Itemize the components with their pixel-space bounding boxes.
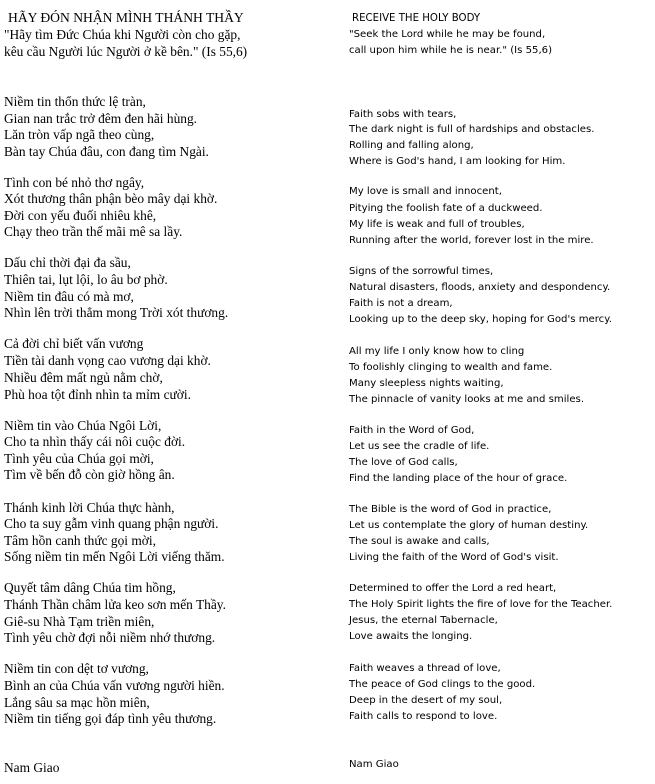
verse-line: Quyết tâm dâng Chúa tim hồng,: [4, 580, 176, 595]
epigraph-line: kêu cầu Người lúc Người ở kề bên." (Is 55,6): [4, 44, 248, 59]
verse-line: Giê-su Nhà Tạm triền miên,: [4, 614, 155, 629]
verse-line: Running after the world, forever lost in the mire.: [349, 235, 594, 246]
verse-line: Determined to offer the Lord a red heart,: [349, 583, 557, 594]
verse-line: My love is small and innocent,: [349, 186, 502, 197]
verse-line: Xót thương thân phận bèo mây dại khờ.: [4, 191, 218, 206]
verse-line: Lăn tròn vấp ngã theo cùng,: [4, 127, 155, 142]
verse-line: Bàn tay Chúa đâu, con đang tìm Ngài.: [4, 144, 209, 159]
verse-line: The peace of God clings to the good.: [349, 679, 536, 690]
verse-line: Niềm tin tiếng gọi đáp tình yêu thương.: [4, 711, 217, 726]
verse-line: Gian nan trắc trở đêm đen hãi hùng.: [4, 111, 198, 126]
verse-line: The Holy Spirit lights the fire of love for the Teacher.: [349, 599, 613, 610]
verse-line: Faith is not a dream,: [349, 298, 453, 309]
verse-line: The soul is awake and calls,: [349, 536, 490, 547]
verse-line: The pinnacle of vanity looks at me and smiles.: [349, 394, 585, 405]
verse-line: Dấu chỉ thời đại đa sầu,: [4, 255, 131, 270]
verse-line: Tìm về bến đỗ còn giờ hồng ân.: [4, 467, 175, 482]
epigraph-line: call upon him while he is near." (Is 55,6): [349, 45, 553, 56]
verse-line: Thiên tai, lụt lội, lo âu bơ phờ.: [4, 272, 168, 287]
verse-line: Bình an của Chúa vấn vương người hiền.: [4, 678, 225, 693]
verse-line: Chạy theo trần thế mãi mê sa lầy.: [4, 224, 183, 239]
verse-line: Tình yêu chờ đợi nỗi niềm nhớ thương.: [4, 630, 216, 645]
verse-line: All my life I only know how to cling: [349, 346, 525, 357]
verse-line: Pitying the foolish fate of a duckweed.: [349, 203, 543, 214]
verse-line: Nhìn lên trời thẳm mong Trời xót thương.: [4, 305, 229, 320]
verse-line: Faith weaves a thread of love,: [349, 663, 501, 674]
verse-line: Rolling and falling along,: [349, 140, 474, 151]
verse-line: Cho ta nhìn thấy cái nôi cuộc đời.: [4, 434, 186, 449]
verse-line: Looking up to the deep sky, hoping for God's mercy.: [349, 314, 612, 325]
verse-line: Love awaits the longing.: [349, 631, 473, 642]
verse-line: Living the faith of the Word of God's visit.: [349, 552, 559, 563]
verse-line: The love of God calls,: [349, 457, 458, 468]
verse-line: My life is weak and full of troubles,: [349, 219, 525, 230]
epigraph-line: "Seek the Lord while he may be found,: [349, 29, 546, 40]
verse-line: Sống niềm tin mến Ngôi Lời viếng thăm.: [4, 549, 225, 564]
verse-line: Tâm hồn canh thức gọi mời,: [4, 533, 156, 548]
verse-line: Where is God's hand, I am looking for Him.: [349, 156, 566, 167]
verse-line: Signs of the sorrowful times,: [349, 266, 494, 277]
verse-line: The dark night is full of hardships and obstacles.: [349, 124, 595, 135]
verse-line: Cả đời chỉ biết vấn vương: [4, 336, 144, 351]
verse-line: To foolishly clinging to wealth and fame.: [349, 362, 553, 373]
verse-line: The Bible is the word of God in practice,: [349, 504, 552, 515]
verse-line: Cho ta suy gẫm vinh quang phận người.: [4, 516, 219, 531]
poem-title: HÃY ĐÓN NHẬN MÌNH THÁNH THẦY: [8, 10, 244, 25]
verse-line: Niềm tin đâu có mà mơ,: [4, 289, 134, 304]
author-signature: Nam Giao: [4, 760, 60, 775]
verse-line: Faith in the Word of God,: [349, 425, 475, 436]
verse-line: Jesus, the eternal Tabernacle,: [349, 615, 498, 626]
verse-line: Faith sobs with tears,: [349, 109, 457, 120]
verse-line: Tiền tài danh vọng cao vương dại khờ.: [4, 353, 211, 368]
verse-line: Tình con bé nhỏ thơ ngây,: [4, 175, 145, 190]
verse-line: Many sleepless nights waiting,: [349, 378, 504, 389]
verse-line: Natural disasters, floods, anxiety and despondency.: [349, 282, 611, 293]
verse-line: Phù hoa tột đỉnh nhìn ta mỉm cười.: [4, 387, 191, 402]
verse-line: Let us contemplate the glory of human destiny.: [349, 520, 589, 531]
verse-line: Nhiều đêm mất ngủ nằm chờ,: [4, 370, 163, 385]
verse-line: Đời con yếu đuối nhiêu khê,: [4, 208, 157, 223]
epigraph-line: "Hãy tìm Đức Chúa khi Người còn cho gặp,: [4, 27, 241, 42]
verse-line: Let us see the cradle of life.: [349, 441, 490, 452]
verse-line: Niềm tin vào Chúa Ngôi Lời,: [4, 418, 162, 433]
verse-line: Faith calls to respond to love.: [349, 711, 498, 722]
verse-line: Niềm tin thổn thức lệ tràn,: [4, 94, 146, 109]
verse-line: Niềm tin con dệt tơ vương,: [4, 661, 149, 676]
poem-title: RECEIVE THE HOLY BODY: [352, 13, 481, 24]
verse-line: Tình yêu của Chúa gọi mời,: [4, 451, 154, 466]
verse-line: Thánh kinh lời Chúa thực hành,: [4, 500, 175, 515]
verse-line: Find the landing place of the hour of grace.: [349, 473, 568, 484]
verse-line: Lắng sâu sa mạc hồn miên,: [4, 695, 150, 710]
verse-line: Deep in the desert of my soul,: [349, 695, 503, 706]
verse-line: Thánh Thần châm lửa keo sơn mến Thầy.: [4, 597, 226, 612]
author-signature: Nam Giao: [349, 759, 399, 770]
